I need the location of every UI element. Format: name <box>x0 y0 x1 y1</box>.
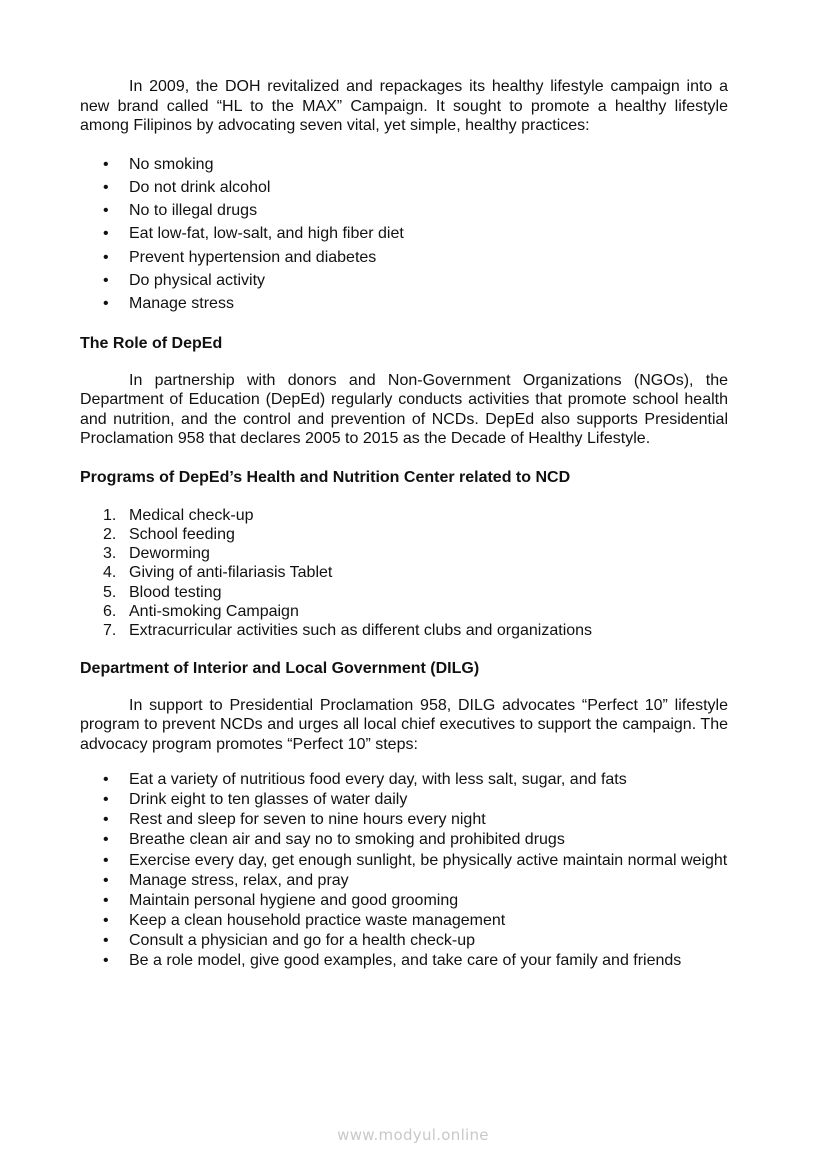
watermark-link[interactable]: www.modyul.online <box>337 1126 489 1144</box>
list-item: • Do physical activity <box>80 269 728 292</box>
list-item: • Manage stress <box>80 292 728 315</box>
bullet-icon: • <box>103 891 109 909</box>
bullet-icon: • <box>103 155 109 173</box>
programs-list <box>80 506 728 641</box>
bullet-icon: • <box>103 831 109 849</box>
list-item: • Breathe clean air and say no to smoking and prohibited drugs <box>80 830 728 850</box>
bullet-icon: • <box>103 952 109 969</box>
bullet-icon: • <box>103 178 109 196</box>
bullet-icon: • <box>103 911 109 929</box>
bullet-icon: • <box>103 295 109 313</box>
list-item: 7. Extracurricular activities such as different clubs and organizations <box>103 622 593 640</box>
programs-heading: Programs of DepEd’s Health and Nutrition Center related to NCD <box>80 468 571 486</box>
deped-paragraph: In partnership with donors and Non-Government Organizations (NGOs), the Department of Education (DepEd) regularly conducts activities that promote school health and nutrition, and the control and prevention of NCDs. DepEd also supports Presidential Proclamation 958 that declares 2005 to 2015 as the Decade of Healthy Lifestyle. <box>80 371 728 448</box>
bullet-icon: • <box>103 931 109 949</box>
list-item: • Be a role model, give good examples, and take care of your family and friends <box>80 951 728 971</box>
list-item: • Keep a clean household practice waste management <box>80 911 728 931</box>
intro-paragraph: In 2009, the DOH revitalized and repackages its healthy lifestyle campaign into a new brand called “HL to the MAX” Campaign. It sought to promote a healthy lifestyle among Filipinos by advocating seven vital, yet simple, healthy practices: <box>80 78 728 134</box>
dilg-paragraph: In support to Presidential Proclamation 958, DILG advocates “Perfect 10” lifestyle program to prevent NCDs and urges all local chief executives to support the campaign. The advocacy program promotes “Perfect 10” steps: <box>80 696 728 753</box>
document-page <box>80 77 728 971</box>
bullet-icon: • <box>103 271 109 289</box>
list-item: • No smoking <box>80 153 728 176</box>
list-item: 2. School feeding <box>103 525 235 543</box>
list-item: 1. Medical check-up <box>103 506 254 524</box>
bullet-icon: • <box>103 811 109 829</box>
hl-max-practices-list <box>80 153 728 316</box>
bullet-icon: • <box>103 225 109 243</box>
bullet-icon: • <box>103 851 109 869</box>
list-item: • Rest and sleep for seven to nine hours every night <box>80 810 728 830</box>
list-item: • Maintain personal hygiene and good grooming <box>80 891 728 911</box>
list-item: • Exercise every day, get enough sunlight, be physically active maintain normal weight <box>80 851 728 871</box>
list-item: • Prevent hypertension and diabetes <box>80 246 728 269</box>
list-item: • Eat a variety of nutritious food every day, with less salt, sugar, and fats <box>80 770 728 790</box>
list-item: 5. Blood testing <box>103 583 222 601</box>
list-item: 6. Anti-smoking Campaign <box>103 603 299 621</box>
perfect-10-steps-list <box>80 770 728 971</box>
list-item: • Consult a physician and go for a health check-up <box>80 931 728 951</box>
bullet-icon: • <box>103 202 109 220</box>
bullet-icon: • <box>103 791 109 809</box>
list-item: • Eat low-fat, low-salt, and high fiber diet <box>80 222 728 245</box>
bullet-icon: • <box>103 771 109 789</box>
bullet-icon: • <box>103 871 109 889</box>
list-item: 4. Giving of anti-filariasis Tablet <box>103 564 333 582</box>
list-item: 3. Deworming <box>103 545 210 563</box>
dilg-heading: Department of Interior and Local Government (DILG) <box>80 659 480 677</box>
bullet-icon: • <box>103 248 109 266</box>
list-item: • Manage stress, relax, and pray <box>80 871 728 891</box>
list-item: • No to illegal drugs <box>80 199 728 222</box>
list-item: • Drink eight to ten glasses of water daily <box>80 790 728 810</box>
list-item: • Do not drink alcohol <box>80 176 728 199</box>
deped-heading: The Role of DepEd <box>80 334 223 352</box>
